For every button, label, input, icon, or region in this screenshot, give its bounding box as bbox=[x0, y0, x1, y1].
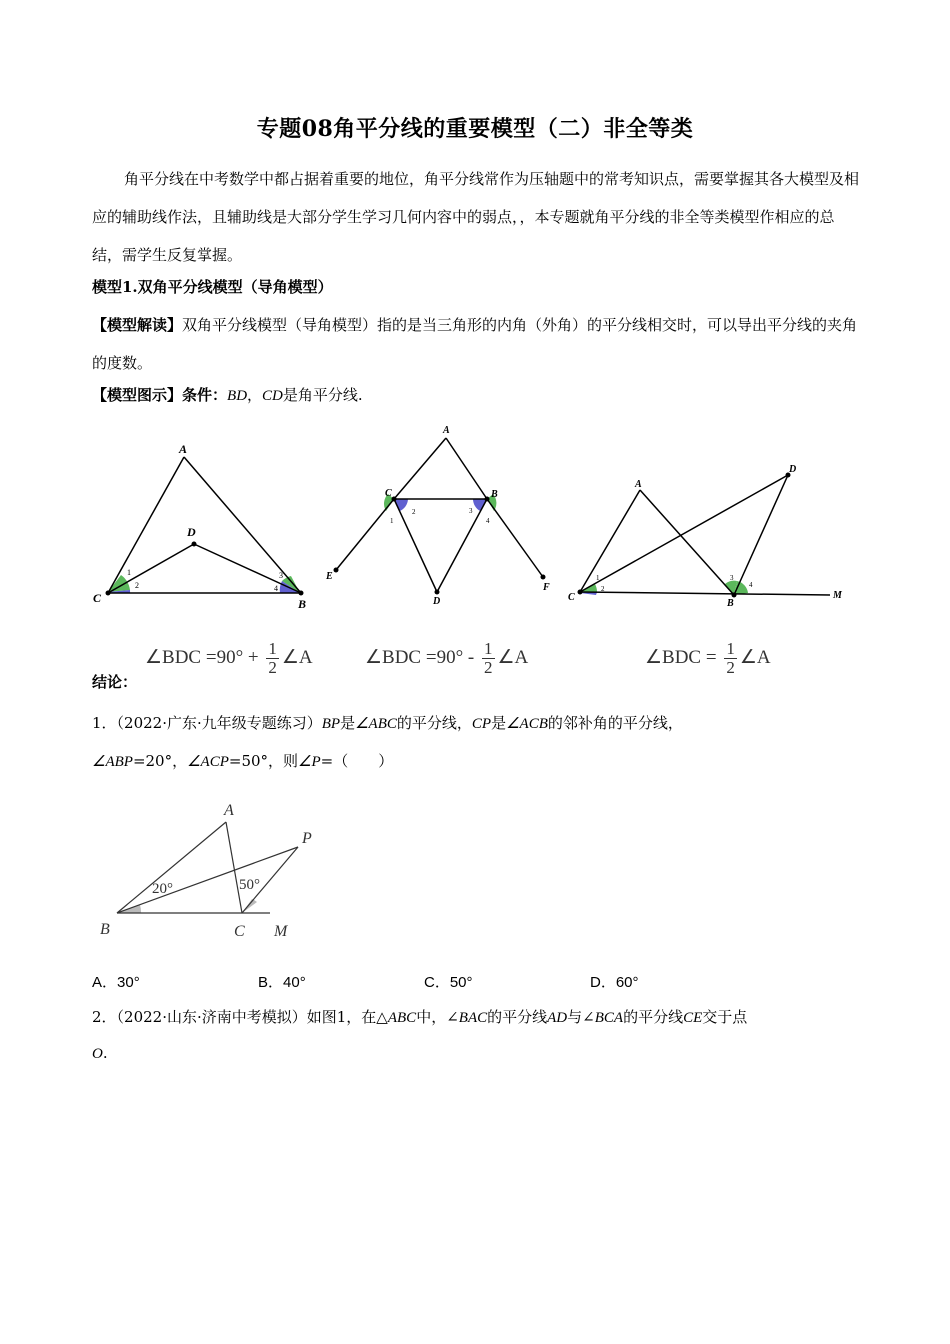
formula-3-lhs: ∠BDC = bbox=[645, 646, 717, 668]
angle-3-label: 3 bbox=[279, 571, 283, 580]
fig3-side-ab bbox=[640, 490, 734, 595]
q1-abc: ∠ABC bbox=[355, 716, 397, 732]
label-a: A bbox=[179, 442, 188, 456]
page-title: 专题08角平分线的重要模型（二）非全等类 bbox=[256, 116, 694, 142]
q2-t1: 如图1，在△ bbox=[306, 1008, 388, 1026]
interpret-label: 【模型解读】 bbox=[92, 316, 183, 334]
model-figure-2 bbox=[318, 420, 558, 610]
fig3-label-b: B bbox=[727, 598, 734, 609]
q1-cp: CP bbox=[471, 716, 492, 732]
interpret-text: 双角平分线模型（导角模型）指的是当三角形的内角（外角）的平分线相交时，可以导出平分线的夹角的度数。 bbox=[92, 316, 858, 372]
q1-options bbox=[92, 971, 756, 992]
fig2-side-ac bbox=[394, 438, 446, 499]
condition-sep: ， bbox=[247, 386, 263, 404]
q1-option-b[interactable]: B．40° bbox=[258, 974, 306, 991]
q1-acp: ∠ACP bbox=[187, 754, 229, 770]
condition-tail: 是角平分线. bbox=[282, 386, 363, 404]
fig3-angle-4-label: 4 bbox=[749, 581, 753, 589]
q2-t2: 中，∠ bbox=[416, 1008, 459, 1026]
q1-number: 1． bbox=[92, 714, 117, 732]
point-d bbox=[192, 542, 197, 547]
condition-label: 条件： bbox=[182, 386, 228, 404]
q1-is2: 是 bbox=[491, 714, 507, 732]
fig2-point-f bbox=[541, 575, 546, 580]
q1-option-c[interactable]: C．50° bbox=[424, 974, 473, 991]
fig3-line-cm bbox=[580, 592, 830, 595]
q1-acb: ∠ACB bbox=[506, 716, 548, 732]
q1-label-a: A bbox=[224, 802, 234, 819]
side-ca bbox=[108, 457, 184, 593]
q1-option-d[interactable]: D．60° bbox=[590, 974, 639, 991]
fig2-angle-3-mark bbox=[473, 499, 487, 511]
q1-label-p: P bbox=[302, 830, 312, 847]
fig3-point-b bbox=[732, 593, 737, 598]
side-ab bbox=[184, 457, 301, 593]
q2-t4: 与∠ bbox=[567, 1008, 595, 1026]
fig3-label-c: C bbox=[568, 592, 575, 603]
condition-bd: BD bbox=[227, 388, 248, 404]
fig2-angle-1-label: 1 bbox=[390, 517, 394, 525]
q1-label-50: 50° bbox=[239, 877, 260, 893]
angle-1-label: 1 bbox=[127, 568, 131, 577]
figure-label: 【模型图示】 bbox=[92, 386, 183, 404]
fig2-label-a: A bbox=[443, 425, 450, 436]
fig3-angle-1-label: 1 bbox=[596, 574, 600, 582]
q1-abp: ∠ABP bbox=[92, 754, 133, 770]
fig2-point-c bbox=[392, 497, 397, 502]
fig2-point-d bbox=[435, 590, 440, 595]
fig3-bisector-cd bbox=[580, 475, 788, 592]
fig2-side-ab bbox=[446, 438, 487, 499]
q2-t3: 的平分线 bbox=[487, 1008, 548, 1026]
fig2-label-c: C bbox=[385, 488, 392, 499]
q2-ce: CE bbox=[683, 1010, 703, 1026]
formula-3-fraction: $\frac{1}{2}$ bbox=[726, 639, 735, 677]
fig2-angle-4-label: 4 bbox=[486, 517, 490, 525]
formula-1-fraction: $\frac{1}{2}$ bbox=[268, 639, 277, 677]
fig3-angle-2-label: 2 bbox=[601, 585, 605, 593]
q1-p: ∠P bbox=[298, 754, 321, 770]
q1-acp-val: =50°，则 bbox=[228, 752, 299, 770]
q1-source: （2022·广东·九年级专题练习） bbox=[116, 714, 322, 732]
q1-blank: =（ ） bbox=[320, 752, 394, 770]
condition-cd: CD bbox=[262, 388, 283, 404]
label-d: D bbox=[187, 525, 196, 539]
formula-3 bbox=[645, 640, 771, 677]
q2-line2 bbox=[92, 1044, 108, 1063]
formula-1-lhs: ∠BDC =90° bbox=[145, 646, 244, 668]
q1-figure bbox=[92, 795, 332, 945]
q1-bp: BP bbox=[321, 716, 341, 732]
intro-paragraph: 角平分线在中考数学中都占据着重要的地位，角平分线常作为压轴题中的常考知识点，需要掌握其各大模型及相应的辅助线作法，且辅助线是大部分学生学习几何内容中的弱点，，本专题就角平分线的非全等类模型作相应的总结，需学生反复掌握。 bbox=[92, 170, 860, 264]
model-figure-3 bbox=[565, 460, 855, 610]
fig2-label-e: E bbox=[326, 571, 333, 582]
fig3-label-d: D bbox=[789, 464, 797, 475]
q1-abp-val: =20°， bbox=[132, 752, 188, 770]
formula-1 bbox=[145, 640, 313, 677]
q1-line-ba bbox=[117, 822, 226, 913]
formula-2-lhs: ∠BDC =90° bbox=[365, 646, 464, 668]
q2-line1 bbox=[92, 1006, 747, 1027]
angle-2-label: 2 bbox=[135, 581, 139, 590]
fig2-label-b: B bbox=[491, 489, 498, 500]
q1-bisector: 的平分线， bbox=[396, 714, 472, 732]
q2-ad: AD bbox=[547, 1010, 568, 1026]
q2-bca: BCA bbox=[594, 1010, 624, 1026]
q2-t6: 交于点 bbox=[702, 1008, 748, 1026]
fig2-point-b bbox=[485, 497, 490, 502]
fig2-bisector-bd bbox=[437, 499, 487, 592]
fig2-point-e bbox=[334, 568, 339, 573]
label-c: C bbox=[93, 591, 102, 605]
model1-figure-line bbox=[92, 384, 363, 405]
point-b bbox=[299, 591, 304, 596]
q2-o: O bbox=[92, 1046, 103, 1062]
q1-tail: 的邻补角的平分线， bbox=[547, 714, 683, 732]
q2-abc: ABC bbox=[387, 1010, 417, 1026]
model1-interpretation bbox=[92, 306, 867, 382]
model-figure-1 bbox=[88, 438, 320, 613]
model1-heading: 模型1.双角平分线模型（导角模型） bbox=[92, 278, 333, 296]
fig2-ext-bf bbox=[487, 499, 543, 577]
formula-1-rhs: ∠A bbox=[281, 646, 313, 668]
conclusion-label: 结论： bbox=[92, 673, 138, 691]
q2-t5: 的平分线 bbox=[623, 1008, 684, 1026]
fig3-label-a: A bbox=[635, 479, 642, 490]
q1-label-m: M bbox=[274, 923, 288, 940]
q2-source: （2022·山东·济南中考模拟） bbox=[116, 1008, 307, 1026]
formula-1-op: + bbox=[247, 646, 259, 668]
q1-line-bp bbox=[117, 847, 298, 913]
q1-label-b: B bbox=[100, 921, 110, 938]
q1-line-ac bbox=[226, 822, 242, 913]
angle-1-mark bbox=[108, 575, 130, 592]
fig2-angle-3-label: 3 bbox=[469, 507, 473, 515]
fig2-label-f: F bbox=[543, 582, 550, 593]
formula-2 bbox=[365, 640, 528, 677]
angle-4-label: 4 bbox=[274, 584, 278, 593]
formula-2-fraction: $\frac{1}{2}$ bbox=[484, 639, 493, 677]
fig2-angle-2-label: 2 bbox=[412, 508, 416, 516]
point-c bbox=[106, 591, 111, 596]
q1-line1 bbox=[92, 712, 683, 733]
label-b: B bbox=[298, 597, 307, 611]
q2-bac: BAC bbox=[458, 1010, 488, 1026]
q1-line2 bbox=[92, 750, 393, 771]
formula-3-rhs: ∠A bbox=[739, 646, 771, 668]
q1-label-20: 20° bbox=[152, 881, 173, 897]
fig3-angle-3-label: 3 bbox=[730, 574, 734, 582]
fig2-label-d: D bbox=[433, 596, 441, 607]
q2-t7: . bbox=[102, 1044, 108, 1062]
bisector-bd bbox=[194, 544, 301, 593]
fig3-bisector-bd bbox=[734, 475, 788, 595]
q1-label-c: C bbox=[234, 923, 245, 940]
fig2-ext-ce bbox=[336, 499, 394, 570]
formula-2-rhs: ∠A bbox=[497, 646, 529, 668]
fig3-point-c bbox=[578, 590, 583, 595]
q2-number: 2． bbox=[92, 1008, 117, 1026]
fig2-bisector-cd bbox=[394, 499, 437, 592]
formula-2-op: - bbox=[467, 646, 475, 668]
fig3-side-ca bbox=[580, 490, 640, 592]
q1-option-a[interactable]: A．30° bbox=[92, 974, 140, 991]
fig3-label-m: M bbox=[833, 590, 842, 601]
q1-is: 是 bbox=[340, 714, 356, 732]
